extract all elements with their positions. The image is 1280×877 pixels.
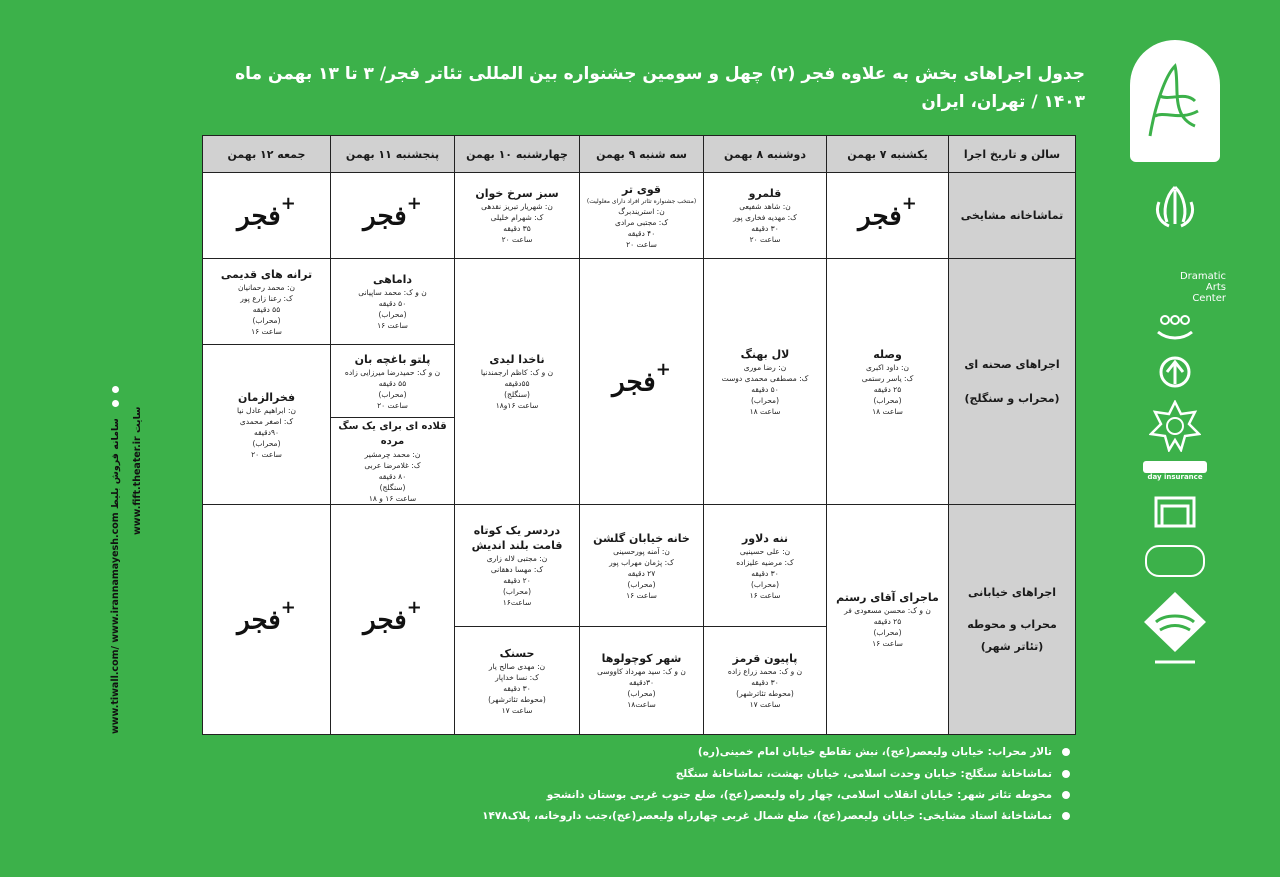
fajr-plus-cell xyxy=(579,259,703,505)
play-detail: ن و ک: محسن مسعودی فر xyxy=(844,606,931,615)
star-emblem-icon xyxy=(1149,400,1201,452)
fajr-plus-logo xyxy=(237,597,296,636)
play-detail: ۵۵دقیقه xyxy=(504,379,530,388)
festival-logo xyxy=(1130,40,1220,162)
play-papion[interactable] xyxy=(703,627,826,734)
play-detail: ک: مجتبی مرادی xyxy=(614,217,669,227)
play-title: ترانه های قدیمی xyxy=(220,267,313,281)
play-detail: ساعت ۲۰ xyxy=(501,235,533,244)
play-detail: ۸۰ دقیقه xyxy=(378,471,407,481)
play-detail: ک: یاسر رستمی xyxy=(861,373,914,383)
venue-street-label: اجراهای خیابانی xyxy=(967,585,1057,599)
play-detail: ساعت ۱۶ و ۱۸ xyxy=(368,493,417,503)
fajr-plus-cell xyxy=(203,173,330,259)
dramatic-line-2: Arts xyxy=(1205,281,1226,293)
play-title: ناخدا لیدی xyxy=(489,353,545,366)
seal-logo xyxy=(1130,544,1220,578)
play-title: پاپیون قرمز xyxy=(732,652,798,665)
play-dardesar[interactable] xyxy=(454,505,579,627)
venue-street-sublabel: محراب و محوطه xyxy=(967,617,1057,631)
play-detail: ساعت ۱۸ xyxy=(749,406,781,416)
play-detail: (محراب) xyxy=(378,389,407,399)
play-fakhr[interactable] xyxy=(203,345,330,505)
header-venue-date: سالن و تاریخ اجرا xyxy=(948,136,1075,173)
play-detail: ن: استریندبرگ xyxy=(618,206,665,216)
fajr-plus-cell xyxy=(826,173,948,259)
sales-url-vertical[interactable]: سامانه فروش بلیط www.tiwall.com/ www.irannamayesh.com xyxy=(110,418,121,734)
address-item xyxy=(698,746,1070,758)
venue-street-sublabel-2: (تئاتر شهر) xyxy=(980,639,1044,653)
play-detail: ک: اصغر محمدی xyxy=(239,416,294,426)
play-detail: ساعت۱۶ xyxy=(502,598,532,607)
oval-seal-icon xyxy=(1145,545,1205,577)
day-insurance-logo xyxy=(1130,458,1220,484)
play-detail: ساعت ۲۰ xyxy=(251,449,282,459)
fajr-plus-label: فجر xyxy=(363,201,407,232)
play-detail: (محراب) xyxy=(627,689,656,698)
play-detail: ن: شهریار تبریز نقدهی xyxy=(481,202,553,211)
play-detail: ک: شهرام خلیلی xyxy=(490,213,544,222)
play-detail: (محوطه تئاترشهر) xyxy=(736,689,794,698)
play-title: قلاده ای برای یک سگ مرده xyxy=(338,420,447,447)
address-item xyxy=(547,789,1070,801)
play-detail: ک: رعنا زارع پور xyxy=(240,293,293,303)
play-detail: ن و ک: محمد زراع زاده xyxy=(727,667,803,676)
play-naneh[interactable] xyxy=(703,505,826,627)
fajr-plus-sign: + xyxy=(655,359,671,381)
fajr-plus-label: فجر xyxy=(612,367,656,398)
play-detail: (محراب) xyxy=(627,579,656,589)
header-sunday: یکشنبه ۷ بهمن xyxy=(826,136,948,173)
play-detail: (سنگلج) xyxy=(504,390,530,399)
fajr-plus-label: فجر xyxy=(237,201,281,232)
institute-logo xyxy=(1130,350,1220,398)
bullet-dot xyxy=(1062,770,1070,778)
venue-stage-sublabel: (محراب و سنگلج) xyxy=(964,391,1060,405)
bullet-dot xyxy=(1062,791,1070,799)
play-title: سبز سرخ خوان xyxy=(475,187,559,200)
play-khaneh[interactable] xyxy=(579,505,703,627)
play-detail: (منتخب جشنواره تئاتر افراد دارای معلولیت) xyxy=(586,197,697,205)
page-title: جدول اجراهای بخش به علاوه فجر (۲) چهل و سومین جشنواره بین المللی تئاتر فجر/ ۳ تا ۱۳ بهمن ماه ۱۴۰۳ / تهران، ایران xyxy=(235,64,1085,112)
play-detail: (محراب) xyxy=(378,310,407,319)
play-title: شهر کوچولوها xyxy=(601,652,682,665)
play-detail: ن و ک: حمیدرضا میرزایی زاده xyxy=(344,367,441,377)
play-detail: ن: محمد رحمانیان xyxy=(238,282,295,292)
play-taraneh[interactable] xyxy=(203,259,330,345)
play-detail: ک: مرضیه علیزاده xyxy=(736,557,794,567)
play-detail: ک: مهدیه فخاری پور xyxy=(733,213,797,222)
fajr-plus-label: فجر xyxy=(237,605,281,636)
play-lalbahang[interactable] xyxy=(703,259,826,505)
play-detail: ساعت ۲۰ xyxy=(749,235,781,244)
play-detail: ساعت ۱۶ xyxy=(749,590,781,600)
play-shahr[interactable] xyxy=(579,627,703,734)
day-bar-icon xyxy=(1143,461,1207,473)
tehran-municipality-logo xyxy=(1130,400,1220,452)
play-detail: ساعت ۱۷ xyxy=(501,705,533,715)
play-title: خانه خیابان گلشن xyxy=(593,531,690,545)
fajr-plus-sign: + xyxy=(280,193,296,215)
play-vasleh[interactable] xyxy=(826,259,948,505)
play-detail: ن: مجتبی لاله زاری xyxy=(486,554,548,563)
play-title: حسنک xyxy=(499,646,535,660)
header-wednesday: چهارشنبه ۱۰ بهمن xyxy=(454,136,579,173)
play-title: قلمرو xyxy=(748,187,782,200)
iran-emblem-icon xyxy=(1145,182,1205,237)
play-hasanak[interactable] xyxy=(454,627,579,734)
address-item xyxy=(676,768,1070,780)
schedule-table xyxy=(202,135,1076,735)
play-detail: ک: مصطفی محمدی دوست xyxy=(721,373,809,383)
play-detail: ک: غلامرضا عربی xyxy=(364,460,421,470)
address-item xyxy=(482,810,1070,822)
arch-icon xyxy=(1150,492,1200,538)
play-detail: ن و ک: کاظم ارجمندنیا xyxy=(480,368,554,377)
play-detail: ک: مهسا دهقانی xyxy=(490,565,544,574)
play-detail: ساعت ۱۸ xyxy=(872,406,903,416)
play-detail: ن: محمد چرمشیر xyxy=(364,449,421,459)
play-detail: (محوطه تئاترشهر) xyxy=(488,694,546,704)
iran-emblem-logo xyxy=(1130,182,1220,237)
fajr-plus-sign: + xyxy=(406,597,422,619)
play-detail: ۵۵ دقیقه xyxy=(252,304,281,314)
play-qaladeh[interactable] xyxy=(330,418,454,505)
bullet-dot xyxy=(1062,812,1070,820)
header-monday: دوشنبه ۸ بهمن xyxy=(703,136,826,173)
play-detail: ۳۰ دقیقه xyxy=(751,568,779,578)
play-damahi[interactable] xyxy=(330,259,454,345)
venue-stage-label: اجراهای صحنه ای xyxy=(964,357,1060,371)
fajr-plus-logo xyxy=(363,193,422,232)
day-insurance-text: day insurance xyxy=(1147,473,1203,481)
play-detail: (محراب) xyxy=(252,315,281,325)
play-detail: ن: شاهد شفیعی xyxy=(739,202,791,211)
fajr-plus-logo xyxy=(237,193,296,232)
play-detail: ۲۵ دقیقه xyxy=(873,384,902,394)
address-text: تالار محراب: خیابان ولیعصر(عج)، نبش تقاطع خیابان امام خمینی(ره) xyxy=(697,746,1052,758)
play-title: داماهی xyxy=(372,273,413,286)
venue-mashayekhi xyxy=(948,173,1075,259)
play-title: دردسر یک کوتاه قامت بلند اندیش xyxy=(471,524,563,552)
venue-street xyxy=(948,505,1075,734)
address-text: محوطه تئاتر شهر: خیابان انقلاب اسلامی، چهار راه ولیعصر(عج)، ضلع جنوب غربی بوستان دانشجو xyxy=(546,789,1052,801)
play-detail: ۳۰دقیقه xyxy=(628,678,655,687)
address-text: تماشاخانهٔ سنگلج: خیابان وحدت اسلامی، خیابان بهشت، تماشاخانهٔ سنگلج xyxy=(675,768,1052,780)
fajr-plus-logo xyxy=(858,193,917,232)
play-detail: ۲۰ دقیقه xyxy=(503,576,531,585)
play-sabz[interactable] xyxy=(454,173,579,259)
play-detail: (محراب) xyxy=(503,587,531,596)
play-detail: ۵۰ دقیقه xyxy=(378,299,407,308)
play-rostam[interactable] xyxy=(826,505,948,734)
play-detail: ۵۰ دقیقه xyxy=(751,384,779,394)
fajr-plus-cell xyxy=(330,173,454,259)
play-detail: ۳۰ دقیقه xyxy=(751,678,779,687)
bullet-dot xyxy=(112,400,119,407)
play-detail: ساعت ۱۶ xyxy=(251,326,282,336)
play-title: ماجرای آقای رستم xyxy=(836,591,939,604)
play-detail: ن: داود اکبری xyxy=(865,362,910,372)
play-detail: ۴۰ دقیقه xyxy=(627,228,656,238)
header-friday: جمعه ۱۲ بهمن xyxy=(203,136,330,173)
play-detail: (محراب) xyxy=(751,395,779,405)
bullet-dot xyxy=(112,386,119,393)
play-detail: ساعت ۲۰ xyxy=(626,239,657,249)
play-detail: ساعت ۱۶ xyxy=(626,590,657,600)
play-paltoo[interactable] xyxy=(330,345,454,418)
play-detail: ساعت ۱۶ xyxy=(377,321,408,330)
fajr-plus-label: فجر xyxy=(363,605,407,636)
diamond-emblem-icon xyxy=(1140,588,1210,668)
venue-stage xyxy=(948,259,1075,505)
fajr-plus-cell xyxy=(203,505,330,734)
dramatic-line-3: Center xyxy=(1192,292,1226,304)
play-title: لال بهنگ xyxy=(740,347,790,361)
dramatic-line-1: Dramatic xyxy=(1179,270,1226,282)
play-detail: ن و ک: محمد ساپیانی xyxy=(358,288,427,297)
association-logo xyxy=(1130,308,1220,346)
play-detail: (محراب) xyxy=(751,579,779,589)
play-detail: ۵۵ دقیقه xyxy=(378,378,407,388)
play-detail: ساعت ۱۶و۱۸ xyxy=(495,401,539,410)
header-thursday: پنجشنبه ۱۱ بهمن xyxy=(330,136,454,173)
play-detail: ۲۵ دقیقه xyxy=(873,617,902,626)
site-url-vertical[interactable]: سایت www.fift.theater.ir xyxy=(132,406,143,535)
play-detail: ک: پژمان مهراب پور xyxy=(609,557,674,567)
fajr-plus-sign: + xyxy=(406,193,422,215)
play-title: پلتو باغچه بان xyxy=(354,352,431,366)
play-detail: ۲۷ دقیقه xyxy=(627,568,656,578)
arrow-circle-icon xyxy=(1153,352,1197,396)
fajr-plus-label: فجر xyxy=(858,201,902,232)
play-nakhoda[interactable] xyxy=(454,259,579,505)
play-detail: ن: مهدی صالح یار xyxy=(488,661,546,671)
play-detail: ن: علی حسینیی xyxy=(739,546,791,556)
fajr-plus-logo xyxy=(612,359,671,398)
mehrab-logo xyxy=(1130,490,1220,540)
play-title: ننه دلاور xyxy=(741,531,789,545)
theater-association-logo xyxy=(1130,585,1220,670)
play-detail: ن: رضا موری xyxy=(743,362,787,372)
play-detail: ک: نسا خداپار xyxy=(495,672,539,682)
play-detail: ۹۰دقیقه xyxy=(253,427,280,437)
play-title: فخرالزمان xyxy=(237,390,296,404)
play-detail: (محراب) xyxy=(873,395,902,405)
dramatic-arts-center-logo xyxy=(1130,268,1226,306)
fajr-plus-logo xyxy=(363,597,422,636)
venue-mashayekhi-label: تماشاخانه مشایخی xyxy=(960,208,1064,222)
play-detail: (محراب) xyxy=(252,438,281,448)
address-text: تماشاخانهٔ استاد مشایخی: خیابان ولیعصر(عج)، ضلع شمال غربی چهارراه ولیعصر(عج)،جنب داروخانه، پلاک۱۴۷۸ xyxy=(482,810,1052,822)
play-detail: ن: آمنه پورحسینی xyxy=(613,546,670,556)
header-tuesday: سه شنبه ۹ بهمن xyxy=(579,136,703,173)
rings-icon xyxy=(1150,312,1200,342)
fajr-plus-cell xyxy=(330,505,454,734)
play-qavitar[interactable] xyxy=(579,173,703,259)
play-qalamro[interactable] xyxy=(703,173,826,259)
play-detail: ساعت ۱۷ xyxy=(749,700,781,709)
fajr-plus-sign: + xyxy=(901,193,917,215)
play-title: قوی تر xyxy=(622,182,661,196)
play-detail: ن و ک: سید مهرداد کاووسی xyxy=(597,667,686,676)
play-detail: ساعت۱۸ xyxy=(627,700,656,709)
fajr-plus-sign: + xyxy=(280,597,296,619)
calligraphy-logo-icon xyxy=(1140,56,1210,146)
play-detail: ن: ابراهیم عادل نیا xyxy=(237,405,296,415)
bullet-dot xyxy=(1062,748,1070,756)
play-detail: (سنگلج) xyxy=(379,482,406,492)
play-detail: (محراب) xyxy=(873,628,902,637)
play-detail: ساعت ۲۰ xyxy=(377,400,408,410)
play-detail: ساعت ۱۶ xyxy=(872,639,903,648)
play-detail: ۳۰ دقیقه xyxy=(503,683,531,693)
play-title: وصله xyxy=(873,347,902,361)
play-detail: ۳۰ دقیقه xyxy=(751,224,779,233)
play-detail: ۳۵ دقیقه xyxy=(503,224,531,233)
